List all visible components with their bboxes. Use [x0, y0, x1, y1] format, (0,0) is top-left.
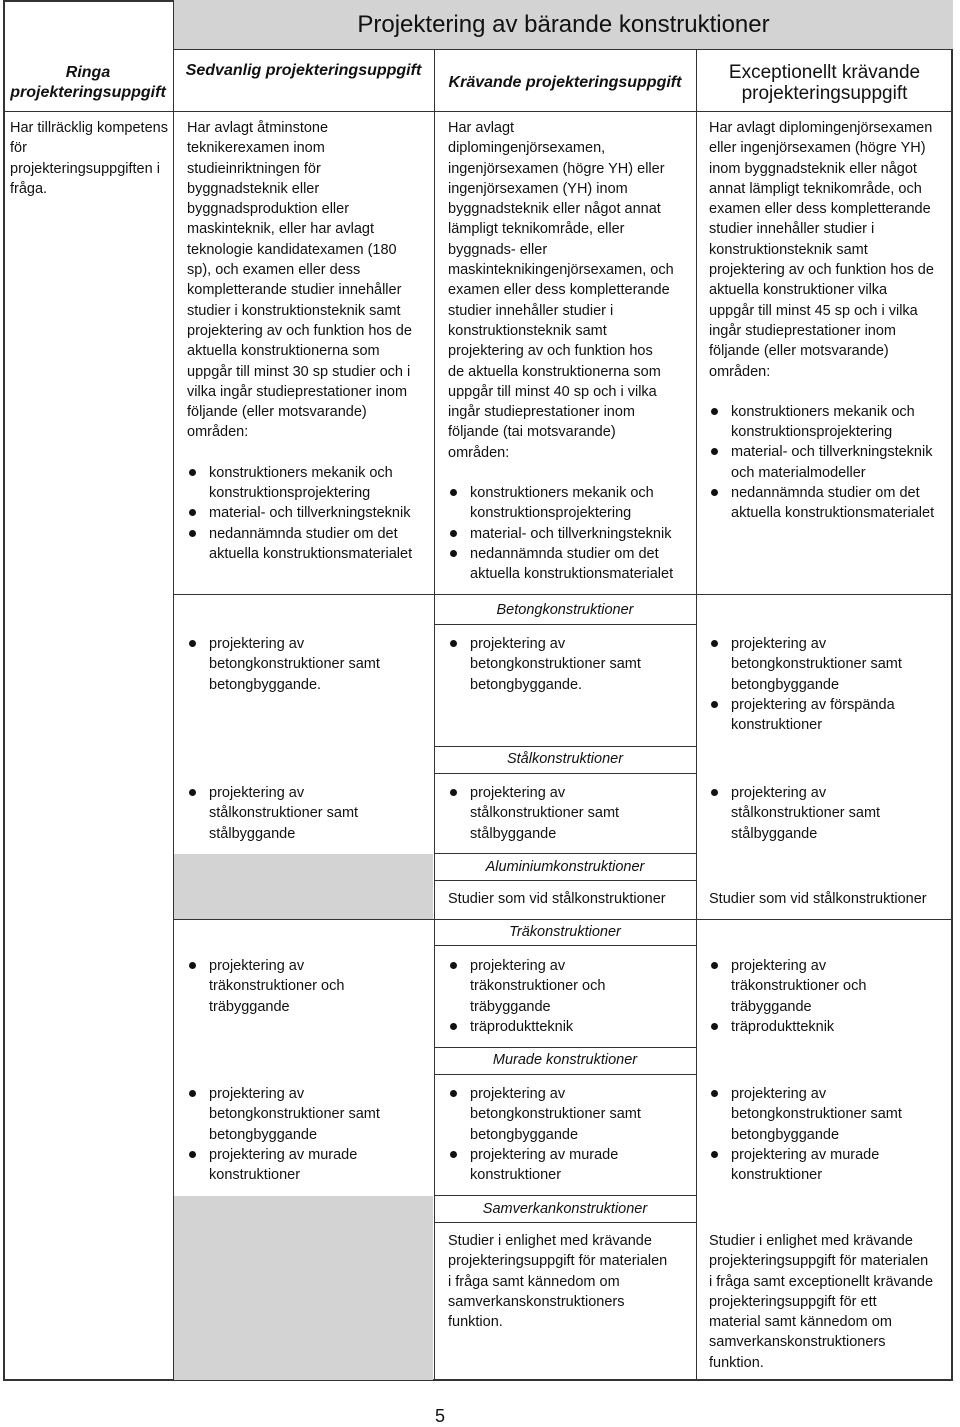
text-line: byggnadsproduktion eller: [187, 201, 350, 218]
text-line: byggnads- eller: [448, 241, 548, 258]
ringa-description: Har tillräcklig kompetens för projekteringsuppgiften i fråga.: [10, 120, 168, 197]
bullet-line: betongbyggande: [209, 1126, 318, 1143]
bullet-line: betongbyggande: [731, 676, 840, 693]
bullet-item: [187, 956, 427, 1017]
bullet-line: träbyggande: [209, 998, 290, 1015]
bullet-item: [448, 524, 696, 544]
divider: [434, 853, 696, 854]
bullet-line: konstruktioners mekanik och: [731, 403, 915, 420]
bullet-line: träkonstruktioner och: [209, 978, 345, 995]
divider: [434, 773, 696, 774]
text-line: i fråga samt exceptionellt krävande: [709, 1273, 934, 1290]
text-line: annat lämpligt teknikområde, och: [709, 180, 922, 197]
bullet-item: [187, 503, 432, 523]
divider: [3, 111, 953, 112]
samverkan-kravande: [448, 1231, 694, 1332]
bullet-line: projektering av förspända: [731, 696, 895, 713]
bullet-line: konstruktionsprojektering: [731, 424, 893, 441]
empty-cell: [174, 854, 433, 919]
empty-cell: [174, 1196, 433, 1380]
bullet-line: konstruktioner: [731, 717, 823, 734]
bullet-line: konstruktioners mekanik och: [209, 464, 393, 481]
text-line: ingår studieprestationer inom: [448, 404, 635, 421]
bullet-line: träkonstruktioner och: [470, 978, 606, 995]
text-line: uppgår till minst 40 sp och i vilka: [448, 383, 657, 400]
aluminium-exceptionellt: Studier som vid stålkonstruktioner: [709, 891, 927, 907]
bullet-item: [187, 1084, 427, 1145]
text-line: diplomingenjörsexamen,: [448, 140, 606, 157]
tra-kravande: [448, 956, 688, 1037]
text-line: ingenjörsexamen (högre YH) eller: [448, 160, 665, 177]
exceptionellt-description: [709, 118, 953, 524]
bullet-line: betongbyggande.: [209, 676, 322, 693]
bullet-line: betongbyggande: [470, 1126, 579, 1143]
betong-exceptionellt: [709, 634, 949, 735]
text-line: funktion.: [448, 1314, 503, 1331]
text-line: studier innehåller studier i: [709, 221, 875, 238]
text-line: projekteringsuppgift för ett: [709, 1293, 877, 1310]
text-line: projektering av och funktion hos de: [187, 322, 412, 339]
text-line: lämpligt teknikområde, eller: [448, 221, 625, 238]
bullet-line: träproduktteknik: [470, 1018, 574, 1035]
text-line: samverkanskonstruktioners: [709, 1334, 886, 1351]
column-header-sedvanlig: Sedvanlig projekteringsuppgift: [185, 62, 422, 79]
bullet-line: projektering av: [209, 636, 305, 652]
bullet-line: betongkonstruktioner samt: [209, 1106, 380, 1123]
bullet-item: [187, 634, 427, 695]
bullet-line: betongbyggande.: [470, 676, 583, 693]
bullet-item: [448, 956, 688, 1017]
aluminium-kravande: Studier som vid stålkonstruktioner: [448, 891, 666, 907]
bullet-item: [709, 956, 949, 1017]
text-line: uppgår till minst 45 sp och i vilka: [709, 302, 918, 319]
bullet-line: träbyggande: [731, 998, 812, 1015]
bullet-item: [448, 544, 696, 585]
bullet-line: projektering av: [470, 1086, 566, 1102]
bullet-line: projektering av: [731, 958, 827, 974]
column-header-kravande: Krävande projekteringsuppgift: [448, 74, 682, 91]
bullet-line: konstruktioner: [209, 1167, 301, 1184]
page-title: Projektering av bärande konstruktioner: [173, 0, 953, 50]
bullet-item: [709, 1084, 949, 1145]
text-line: sp), och examen eller dess: [187, 262, 361, 279]
bullet-line: stålkonstruktioner samt: [209, 805, 359, 822]
bullet-line: projektering av: [731, 785, 827, 801]
sedvanlig-description: [187, 118, 432, 564]
bullet-item: [448, 1017, 688, 1037]
betong-kravande: [448, 634, 688, 695]
text-line: Studier i enlighet med krävande: [448, 1233, 652, 1249]
text-line: samverkanskonstruktioners: [448, 1293, 625, 1310]
text-line: studieinriktningen för: [187, 160, 321, 177]
tra-sedvanlig: [187, 956, 427, 1017]
divider: [696, 50, 697, 1381]
text-line: byggnadsteknik eller något annat: [448, 201, 661, 218]
text-line: Har avlagt åtminstone: [187, 120, 329, 136]
bullet-line: aktuella konstruktionsmaterialet: [209, 545, 413, 562]
bullet-item: [448, 483, 696, 524]
text-line: inom byggnadsteknik eller något: [709, 160, 917, 177]
text-line: aktuella konstruktionerna som: [187, 343, 380, 360]
section-heading-aluminium: Aluminiumkonstruktioner: [485, 859, 645, 875]
bullet-line: material- och tillverkningsteknik: [470, 525, 672, 542]
bullet-item: [709, 402, 953, 443]
stal-kravande: [448, 783, 688, 844]
murade-kravande: [448, 1084, 688, 1185]
bullet-line: projektering av: [209, 785, 305, 801]
divider: [434, 746, 696, 747]
divider: [434, 945, 696, 946]
text-line: Har avlagt: [448, 120, 515, 136]
bullet-item: [709, 1145, 949, 1186]
text-line: examen eller dess kompletterande: [448, 282, 670, 299]
bullet-line: stålbyggande: [209, 825, 296, 842]
bullet-line: projektering av: [470, 636, 566, 652]
bullet-item: [187, 524, 432, 565]
bullet-line: nedannämnda studier om det: [731, 485, 920, 502]
bullet-line: betongkonstruktioner samt: [731, 1106, 902, 1123]
text-line: aktuella konstruktioner vilka: [709, 282, 888, 299]
text-line: följande (eller motsvarande): [187, 404, 367, 421]
divider: [434, 1222, 696, 1223]
text-line: konstruktionsteknik samt: [448, 322, 607, 339]
bullet-line: projektering av: [209, 958, 305, 974]
bullet-item: [448, 1145, 688, 1186]
bullet-line: projektering av: [731, 636, 827, 652]
text-line: teknologie kandidatexamen (180: [187, 241, 397, 258]
bullet-item: [709, 483, 953, 524]
bullet-line: stålkonstruktioner samt: [731, 805, 881, 822]
bullet-line: projektering av: [470, 958, 566, 974]
divider: [434, 1074, 696, 1075]
text-line: ingår studieprestationer inom: [709, 322, 896, 339]
text-line: studier i konstruktionsteknik samt: [187, 302, 401, 319]
text-line: följande (eller motsvarande): [709, 343, 889, 360]
text-line: eller ingenjörsexamen (högre YH): [709, 140, 926, 157]
text-line: material samt kännedom om: [709, 1314, 892, 1331]
text-line: områden:: [448, 444, 510, 461]
bullet-item: [709, 442, 953, 483]
column-header-ringa: Ringa projekteringsuppgift: [10, 64, 166, 101]
betong-sedvanlig: [187, 634, 427, 695]
divider: [434, 624, 696, 625]
text-line: projekteringsuppgift för materialen: [448, 1253, 668, 1270]
murade-sedvanlig: [187, 1084, 427, 1185]
divider: [173, 594, 953, 595]
bullet-item: [448, 783, 688, 844]
samverkan-exceptionellt: [709, 1231, 953, 1373]
bullet-line: aktuella konstruktionsmaterialet: [731, 505, 935, 522]
section-heading-betong: Betongkonstruktioner: [496, 602, 634, 618]
murade-exceptionellt: [709, 1084, 949, 1185]
text-line: studier innehåller studier i: [448, 302, 614, 319]
text-line: ingenjörsexamen (YH) inom: [448, 180, 628, 197]
text-line: projektering av och funktion hos: [448, 343, 653, 360]
text-line: de aktuella konstruktionerna som: [448, 363, 661, 380]
page-number: 5: [434, 1406, 445, 1426]
text-line: funktion.: [709, 1354, 764, 1371]
section-heading-murade: Murade konstruktioner: [492, 1052, 638, 1068]
text-line: följande (tai motsvarande): [448, 424, 616, 441]
stal-exceptionellt: [709, 783, 949, 844]
divider: [434, 880, 696, 881]
bullet-line: nedannämnda studier om det: [209, 525, 398, 542]
divider: [173, 919, 953, 920]
bullet-line: och materialmodeller: [731, 464, 866, 481]
text-line: konstruktionsteknik samt: [709, 241, 868, 258]
stal-sedvanlig: [187, 783, 427, 844]
bullet-line: träproduktteknik: [731, 1018, 835, 1035]
bullet-line: konstruktionsprojektering: [209, 485, 371, 502]
divider: [434, 1195, 696, 1196]
bullet-line: träkonstruktioner och: [731, 978, 867, 995]
bullet-line: konstruktionsprojektering: [470, 505, 632, 522]
bullet-line: konstruktioner: [470, 1167, 562, 1184]
bullet-line: betongkonstruktioner samt: [470, 656, 641, 673]
column-header-exceptionellt: Exceptionellt krävande projekteringsuppgift: [728, 62, 921, 104]
bullet-line: konstruktioners mekanik och: [470, 485, 654, 502]
bullet-line: material- och tillverkningsteknik: [731, 444, 933, 461]
bullet-item: [187, 463, 432, 504]
bullet-item: [709, 1017, 949, 1037]
bullet-item: [709, 783, 949, 844]
bullet-line: projektering av murade: [731, 1146, 880, 1163]
bullet-line: betongbyggande: [731, 1126, 840, 1143]
text-line: byggnadsteknik eller: [187, 180, 320, 197]
bullet-line: betongkonstruktioner samt: [209, 656, 380, 673]
bullet-item: [709, 695, 949, 736]
text-line: projektering av och funktion hos de: [709, 262, 934, 279]
bullet-item: [187, 783, 427, 844]
bullet-item: [709, 634, 949, 695]
text-line: examen eller dess kompletterande: [709, 201, 931, 218]
section-heading-tra: Träkonstruktioner: [509, 924, 621, 940]
bullet-line: betongkonstruktioner samt: [731, 656, 902, 673]
text-line: maskinteknik, eller har avlagt: [187, 221, 374, 238]
bullet-line: stålbyggande: [731, 825, 818, 842]
tra-exceptionellt: [709, 956, 949, 1037]
bullet-item: [448, 1084, 688, 1145]
bullet-item: [448, 634, 688, 695]
bullet-line: nedannämnda studier om det: [470, 545, 659, 562]
text-line: kompletterande studier innehåller: [187, 282, 402, 299]
bullet-item: [187, 1145, 427, 1186]
bullet-line: projektering av: [209, 1086, 305, 1102]
text-line: områden:: [187, 424, 249, 441]
text-line: maskinteknikingenjörsexamen, och: [448, 262, 674, 279]
text-line: projekteringsuppgift för materialen: [709, 1253, 929, 1270]
divider: [173, 50, 174, 1381]
text-line: vilka ingår studieprestationer inom: [187, 383, 408, 400]
divider: [434, 50, 435, 1381]
bullet-line: projektering av: [470, 785, 566, 801]
section-heading-samverkan: Samverkankonstruktioner: [482, 1201, 648, 1217]
bullet-line: projektering av murade: [209, 1146, 358, 1163]
text-line: områden:: [709, 363, 771, 380]
text-line: teknikerexamen inom: [187, 140, 325, 157]
section-heading-stal: Stålkonstruktioner: [506, 751, 624, 767]
bullet-line: projektering av murade: [470, 1146, 619, 1163]
bullet-line: material- och tillverkningsteknik: [209, 505, 411, 522]
text-line: uppgår till minst 30 sp studier och i: [187, 363, 411, 380]
bullet-line: projektering av: [731, 1086, 827, 1102]
text-line: Studier i enlighet med krävande: [709, 1233, 913, 1249]
bullet-line: träbyggande: [470, 998, 551, 1015]
bullet-line: stålbyggande: [470, 825, 557, 842]
bullet-line: betongkonstruktioner samt: [470, 1106, 641, 1123]
bullet-line: stålkonstruktioner samt: [470, 805, 620, 822]
bullet-line: aktuella konstruktionsmaterialet: [470, 566, 674, 583]
text-line: i fråga samt kännedom om: [448, 1273, 620, 1290]
kravande-description: [448, 118, 696, 585]
text-line: Har avlagt diplomingenjörsexamen: [709, 120, 933, 136]
divider: [434, 1047, 696, 1048]
bullet-line: konstruktioner: [731, 1167, 823, 1184]
